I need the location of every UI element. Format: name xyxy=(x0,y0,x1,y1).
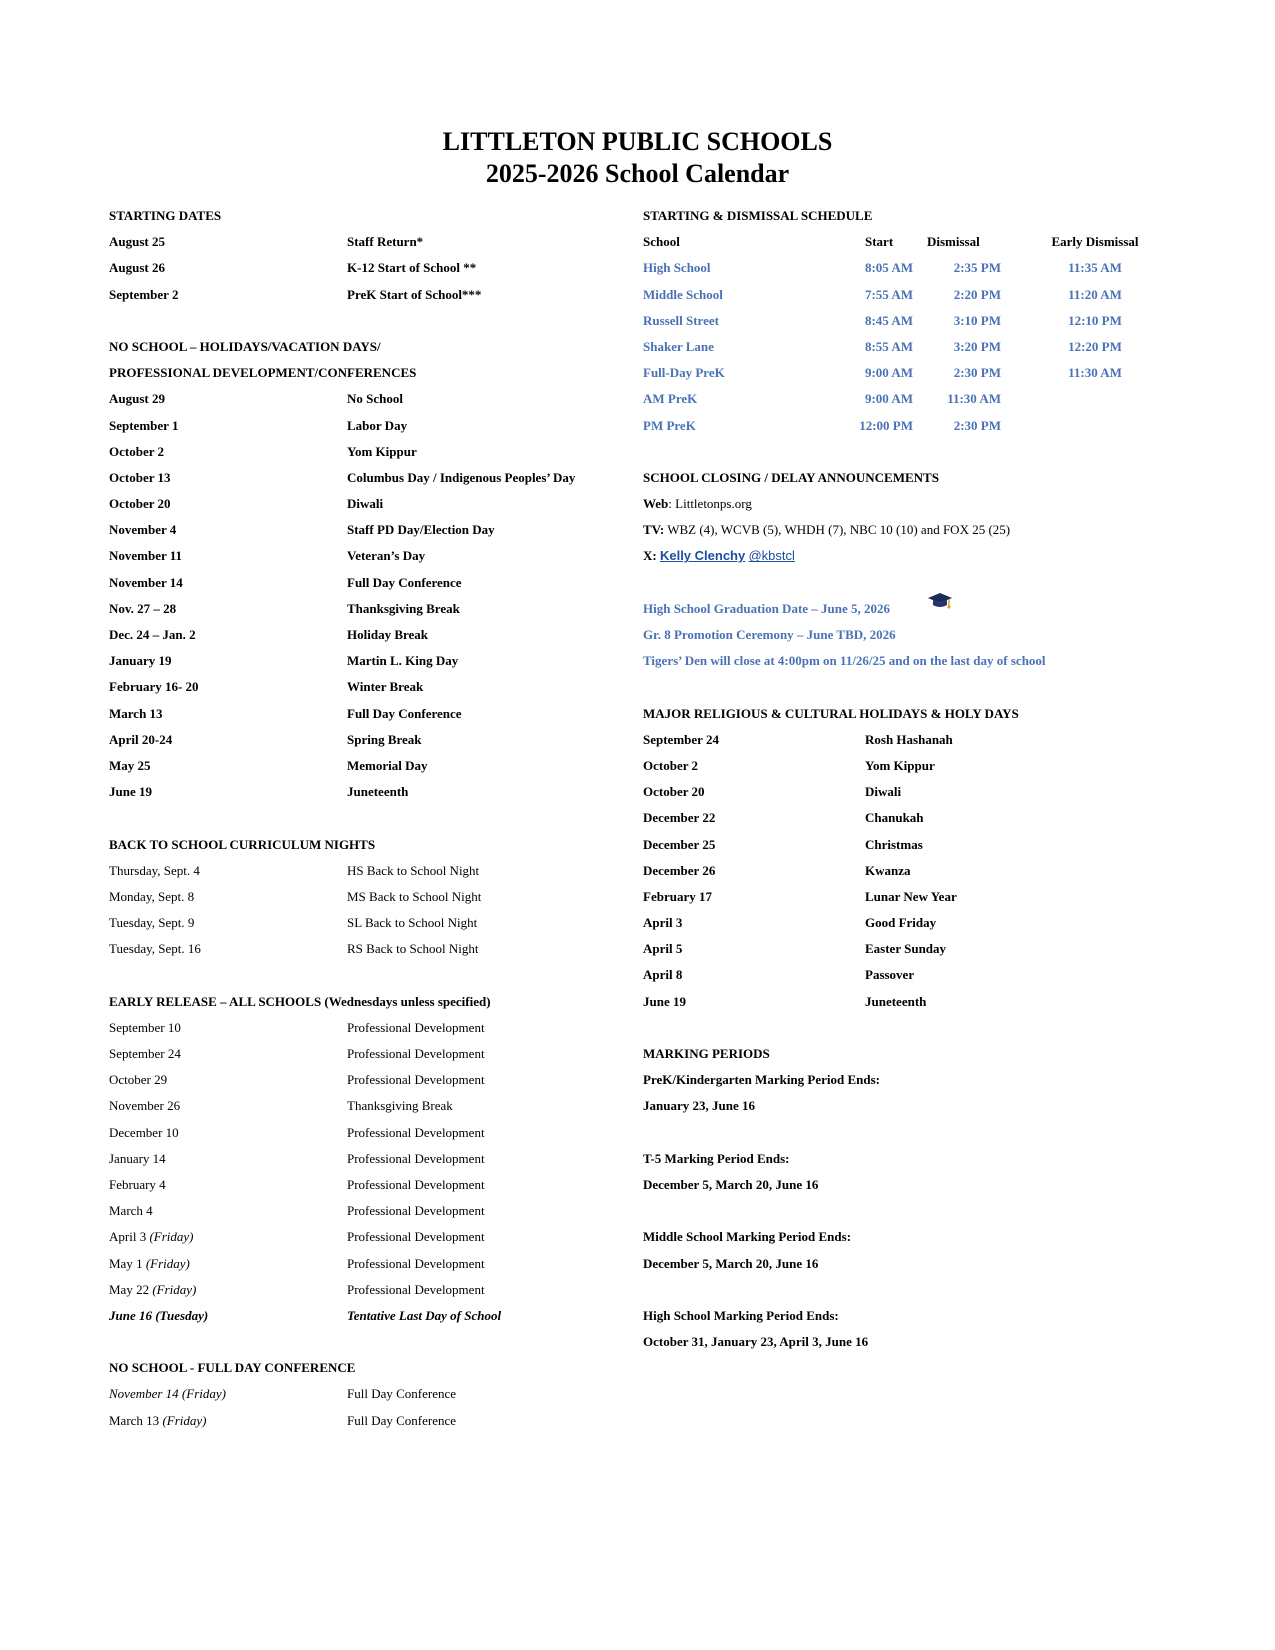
schedule-dismissal: 2:30 PM xyxy=(953,417,1001,433)
table-row xyxy=(643,727,1243,753)
row-event: Kwanza xyxy=(865,862,911,878)
schedule-table xyxy=(643,229,1243,439)
schedule-dismissal: 3:10 PM xyxy=(953,312,1001,328)
table-row xyxy=(109,1277,629,1303)
row-date: Tuesday, Sept. 16 xyxy=(109,941,201,957)
schedule-dismissal: 2:20 PM xyxy=(953,286,1001,302)
col-school: School xyxy=(643,234,680,250)
row-date: September 24 xyxy=(643,731,719,747)
closing-tv xyxy=(643,517,1243,543)
row-event: Chanukah xyxy=(865,810,924,826)
row-date: December 10 xyxy=(109,1124,179,1140)
schedule-early-dismissal: 11:30 AM xyxy=(1068,365,1122,381)
row-date-note: (Friday) xyxy=(162,1412,207,1428)
row-date: June 19 xyxy=(643,993,686,1009)
row-event: Rosh Hashanah xyxy=(865,731,953,747)
web-value[interactable]: : Littletonps.org xyxy=(668,496,752,512)
tv-label: TV: xyxy=(643,522,665,538)
section-heading: MAJOR RELIGIOUS & CULTURAL HOLIDAYS & HOLY DAYS xyxy=(643,705,1019,721)
row-event: Professional Development xyxy=(347,1255,485,1271)
row-event: Yom Kippur xyxy=(347,443,417,459)
row-date: October 2 xyxy=(109,443,164,459)
table-row xyxy=(109,648,629,674)
row-event: Good Friday xyxy=(865,915,937,931)
table-row xyxy=(643,832,1243,858)
row-date: January 19 xyxy=(109,653,172,669)
tv-value: WBZ (4), WCVB (5), WHDH (7), NBC 10 (10) and FOX 25 (25) xyxy=(664,522,1011,538)
row-date: September 10 xyxy=(109,1019,181,1035)
row-date: February 17 xyxy=(643,888,712,904)
title-line-1: LITTLETON PUBLIC SCHOOLS xyxy=(442,127,833,156)
row-event: Thanksgiving Break xyxy=(347,600,460,616)
row-event: Full Day Conference xyxy=(347,1412,457,1428)
row-date: December 25 xyxy=(643,836,716,852)
row-date: May 22 xyxy=(109,1281,150,1297)
table-row xyxy=(643,858,1243,884)
row-date: May 25 xyxy=(109,757,151,773)
row-event: Professional Development xyxy=(347,1124,485,1140)
schedule-row xyxy=(643,386,1243,412)
table-row xyxy=(109,229,629,255)
schedule-start: 12:00 PM xyxy=(859,417,913,433)
row-event: Tentative Last Day of School xyxy=(347,1307,502,1323)
schedule-row xyxy=(643,308,1243,334)
tigers-den-notice: Tigers’ Den will close at 4:00pm on 11/26/25 and on the last day of school xyxy=(643,653,1046,669)
row-date: November 26 xyxy=(109,1098,181,1114)
schedule-school: Shaker Lane xyxy=(643,338,714,354)
table-row xyxy=(643,936,1243,962)
row-event: K-12 Start of School ** xyxy=(347,260,477,276)
table-row xyxy=(109,282,629,308)
table-row xyxy=(643,989,1243,1015)
row-date: Monday, Sept. 8 xyxy=(109,888,195,904)
table-row xyxy=(643,910,1243,936)
schedule-school: PM PreK xyxy=(643,417,696,433)
row-date: March 13 xyxy=(109,705,163,721)
row-event: Professional Development xyxy=(347,1150,485,1166)
table-row xyxy=(109,1408,629,1434)
schedule-row xyxy=(643,413,1243,439)
marking-groups xyxy=(643,1067,1243,1355)
row-date: August 26 xyxy=(109,260,165,276)
table-row xyxy=(109,674,629,700)
table-row xyxy=(109,1198,629,1224)
table-row xyxy=(109,1381,629,1407)
table-row xyxy=(109,1146,629,1172)
row-event: Memorial Day xyxy=(347,757,428,773)
section-heading: EARLY RELEASE – ALL SCHOOLS (Wednesdays unless specified) xyxy=(109,993,491,1009)
table-row xyxy=(643,805,1243,831)
schedule-rows xyxy=(643,255,1243,438)
section-heading: MARKING PERIODS xyxy=(643,1046,770,1061)
table-row xyxy=(643,884,1243,910)
row-date: February 16- 20 xyxy=(109,679,199,695)
no-school-list xyxy=(109,386,629,805)
row-event: Winter Break xyxy=(347,679,424,695)
schedule-start: 8:45 AM xyxy=(864,312,913,328)
row-date: April 20-24 xyxy=(109,731,173,747)
row-event: Martin L. King Day xyxy=(347,653,459,669)
schedule-dismissal: 2:30 PM xyxy=(953,365,1001,381)
schedule-start: 8:55 AM xyxy=(864,338,913,354)
starting-dates-list xyxy=(109,229,629,308)
row-event: Professional Development xyxy=(347,1203,485,1219)
row-event: Staff Return* xyxy=(347,234,424,250)
row-date: October 2 xyxy=(643,757,698,773)
section-heading: STARTING DATES xyxy=(109,208,222,223)
table-row xyxy=(109,1041,629,1067)
x-handle-link[interactable]: @kbstcl xyxy=(748,548,795,564)
marking-title: High School Marking Period Ends: xyxy=(643,1307,839,1323)
early-release-list xyxy=(109,1015,629,1303)
title-line-2: 2025-2026 School Calendar xyxy=(485,159,790,188)
table-row xyxy=(109,1303,629,1329)
x-label: X: xyxy=(643,548,657,564)
marking-dates: December 5, March 20, June 16 xyxy=(643,1255,819,1271)
closing-web xyxy=(643,491,1243,517)
row-date-note: (Friday) xyxy=(145,1255,190,1271)
table-row xyxy=(109,858,629,884)
table-row xyxy=(109,910,629,936)
table-row xyxy=(109,727,629,753)
table-row xyxy=(109,1224,629,1250)
row-event: RS Back to School Night xyxy=(347,941,479,957)
row-event: Full Day Conference xyxy=(347,1386,457,1402)
marking-spacer xyxy=(643,1198,1243,1224)
web-label: Web xyxy=(643,496,669,512)
section-heading: NO SCHOOL – HOLIDAYS/VACATION DAYS/ xyxy=(109,338,381,354)
right-column xyxy=(643,203,1243,1355)
closing-x xyxy=(643,543,1243,569)
schedule-dismissal: 3:20 PM xyxy=(953,338,1001,354)
graduation-text: High School Graduation Date – June 5, 2026 xyxy=(643,600,891,616)
row-event: Juneteenth xyxy=(347,784,409,800)
schedule-start: 7:55 AM xyxy=(864,286,913,302)
schedule-row xyxy=(643,334,1243,360)
schedule-start: 9:00 AM xyxy=(864,365,913,381)
table-row xyxy=(109,1067,629,1093)
schedule-early-dismissal: 11:20 AM xyxy=(1068,286,1122,302)
row-event: Thanksgiving Break xyxy=(347,1098,453,1114)
row-event: Juneteenth xyxy=(865,993,927,1009)
row-date: November 14 xyxy=(109,574,183,590)
section-heading: STARTING & DISMISSAL SCHEDULE xyxy=(643,208,873,223)
table-row xyxy=(109,255,629,281)
row-date: October 29 xyxy=(109,1072,168,1088)
row-date: April 5 xyxy=(643,941,683,957)
row-date: September 2 xyxy=(109,286,179,302)
x-name-link[interactable]: Kelly Clenchy xyxy=(659,548,746,564)
row-event: Christmas xyxy=(865,836,923,852)
schedule-row xyxy=(643,360,1243,386)
row-date: September 1 xyxy=(109,417,179,433)
graduation-cap-icon xyxy=(927,592,953,619)
row-event: MS Back to School Night xyxy=(347,888,482,904)
table-row xyxy=(109,517,629,543)
schedule-early-dismissal: 11:35 AM xyxy=(1068,260,1122,276)
marking-dates: December 5, March 20, June 16 xyxy=(643,1176,819,1192)
promotion-notice: Gr. 8 Promotion Ceremony – June TBD, 2026 xyxy=(643,627,896,642)
schedule-school: Russell Street xyxy=(643,312,719,328)
table-row xyxy=(109,465,629,491)
schedule-dismissal: 2:35 PM xyxy=(953,260,1001,276)
schedule-school: Middle School xyxy=(643,286,723,302)
col-dismissal: Dismissal xyxy=(927,234,980,250)
table-row xyxy=(109,622,629,648)
row-date: April 3 xyxy=(643,915,683,931)
row-event: Passover xyxy=(865,967,915,983)
row-date: October 20 xyxy=(109,496,171,512)
row-event: Labor Day xyxy=(347,417,408,433)
row-event: Staff PD Day/Election Day xyxy=(347,522,495,538)
row-date: November 4 xyxy=(109,522,177,538)
table-row xyxy=(109,779,629,805)
table-row xyxy=(109,543,629,569)
table-row xyxy=(109,753,629,779)
row-event: Holiday Break xyxy=(347,627,429,642)
row-event: No School xyxy=(347,391,403,407)
row-event: Professional Development xyxy=(347,1176,485,1192)
schedule-early-dismissal: 12:10 PM xyxy=(1068,312,1122,328)
schedule-header-row xyxy=(643,229,1243,255)
marking-spacer xyxy=(643,1277,1243,1303)
table-row xyxy=(109,1015,629,1041)
row-date-note: (Friday) xyxy=(152,1281,197,1297)
marking-title: Middle School Marking Period Ends: xyxy=(643,1229,852,1245)
row-date: October 13 xyxy=(109,469,171,485)
col-early-dismissal: Early Dismissal xyxy=(1051,234,1139,250)
table-row xyxy=(643,962,1243,988)
table-row xyxy=(643,779,1243,805)
row-event: Professional Development xyxy=(347,1072,485,1088)
schedule-school: AM PreK xyxy=(643,391,698,407)
table-row xyxy=(109,439,629,465)
marking-title: T-5 Marking Period Ends: xyxy=(643,1150,790,1166)
table-row xyxy=(109,884,629,910)
row-date: June 19 xyxy=(109,784,152,800)
table-row xyxy=(109,1251,629,1277)
row-date: March 13 xyxy=(109,1412,160,1428)
marking-dates: January 23, June 16 xyxy=(643,1098,755,1114)
row-date: April 3 xyxy=(109,1229,147,1245)
left-column xyxy=(109,203,629,1434)
table-row xyxy=(109,386,629,412)
row-event: Professional Development xyxy=(347,1281,485,1297)
table-row xyxy=(109,701,629,727)
schedule-start: 8:05 AM xyxy=(864,260,913,276)
row-event: Yom Kippur xyxy=(865,757,935,773)
row-date: April 8 xyxy=(643,967,683,983)
row-date: January 14 xyxy=(109,1150,166,1166)
schedule-dismissal: 11:30 AM xyxy=(947,391,1001,407)
schedule-row xyxy=(643,255,1243,281)
row-date: Tuesday, Sept. 9 xyxy=(109,915,195,931)
row-date: November 11 xyxy=(109,548,183,564)
table-row xyxy=(109,1093,629,1119)
col-start: Start xyxy=(865,234,894,250)
row-date: February 4 xyxy=(109,1176,166,1192)
table-row xyxy=(643,753,1243,779)
schedule-row xyxy=(643,282,1243,308)
row-date: Thursday, Sept. 4 xyxy=(109,862,200,878)
back-to-school-list xyxy=(109,858,629,963)
religious-list xyxy=(643,727,1243,1015)
row-event: Full Day Conference xyxy=(347,574,462,590)
section-heading: SCHOOL CLOSING / DELAY ANNOUNCEMENTS xyxy=(643,469,939,485)
row-event: Professional Development xyxy=(347,1229,485,1245)
table-row xyxy=(109,936,629,962)
marking-title: PreK/Kindergarten Marking Period Ends: xyxy=(643,1072,880,1088)
section-heading: PROFESSIONAL DEVELOPMENT/CONFERENCES xyxy=(109,365,417,381)
schedule-school: Full-Day PreK xyxy=(643,365,725,381)
row-event: Professional Development xyxy=(347,1046,485,1061)
row-date: June 16 (Tuesday) xyxy=(109,1307,209,1323)
row-date: March 4 xyxy=(109,1203,153,1219)
row-date: September 24 xyxy=(109,1046,181,1061)
marking-dates: October 31, January 23, April 3, June 16 xyxy=(643,1334,869,1350)
schedule-school: High School xyxy=(643,260,711,276)
row-event: Diwali xyxy=(347,496,384,512)
row-date: May 1 xyxy=(109,1255,143,1271)
schedule-early-dismissal: 12:20 PM xyxy=(1068,338,1122,354)
row-date: November 14 (Friday) xyxy=(109,1386,226,1402)
row-event: Diwali xyxy=(865,784,902,800)
row-date: October 20 xyxy=(643,784,705,800)
section-heading: BACK TO SCHOOL CURRICULUM NIGHTS xyxy=(109,836,376,852)
row-date-note: (Friday) xyxy=(149,1229,194,1245)
table-row xyxy=(109,491,629,517)
table-row xyxy=(109,596,629,622)
row-date: August 25 xyxy=(109,234,165,250)
row-date: August 29 xyxy=(109,391,165,407)
row-event: Veteran’s Day xyxy=(347,548,426,564)
row-event: Full Day Conference xyxy=(347,705,462,721)
row-event: Spring Break xyxy=(347,731,422,747)
marking-spacer xyxy=(643,1120,1243,1146)
row-date: December 26 xyxy=(643,862,716,878)
row-event: Professional Development xyxy=(347,1019,485,1035)
table-row xyxy=(109,1172,629,1198)
row-event: SL Back to School Night xyxy=(347,915,478,931)
schedule-start: 9:00 AM xyxy=(864,391,913,407)
row-date: Dec. 24 – Jan. 2 xyxy=(109,627,196,642)
row-event: PreK Start of School*** xyxy=(347,286,482,302)
row-date: Nov. 27 – 28 xyxy=(109,600,177,616)
row-event: HS Back to School Night xyxy=(347,862,480,878)
section-heading: NO SCHOOL - FULL DAY CONFERENCE xyxy=(109,1360,356,1376)
table-row xyxy=(109,413,629,439)
table-row xyxy=(109,570,629,596)
table-row xyxy=(109,1120,629,1146)
row-event: Columbus Day / Indigenous Peoples’ Day xyxy=(347,469,576,485)
graduation-notice xyxy=(643,596,1243,622)
row-event: Easter Sunday xyxy=(865,941,947,957)
row-event: Lunar New Year xyxy=(865,888,957,904)
row-date: December 22 xyxy=(643,810,716,826)
